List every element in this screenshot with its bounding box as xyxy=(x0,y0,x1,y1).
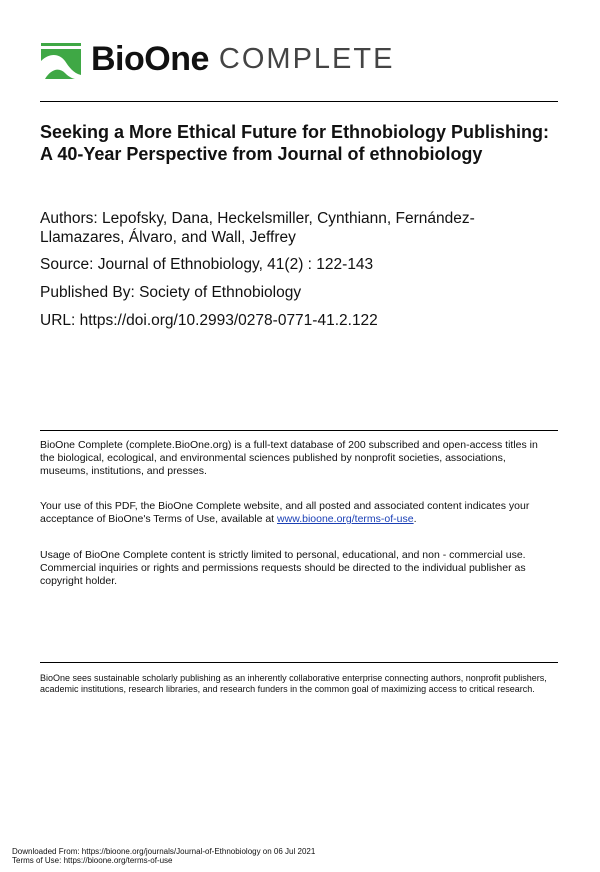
about-paragraph: BioOne Complete (complete.BioOne.org) is a full-text database of 200 subscribed and open-access titles in the biological, ecological, and environmental sciences published by nonprofit societies, associations, museums, institutions, and presses. xyxy=(40,439,538,477)
downloaded-from-line: Downloaded From: https://bioone.org/journals/Journal-of-Ethnobiology on 06 Jul 2021 xyxy=(12,847,316,856)
bioone-logo xyxy=(41,38,394,80)
mission-paragraph: BioOne sees sustainable scholarly publishing as an inherently collaborative enterprise connecting authors, nonprofit publishers, academic institutions, research libraries, and research funders in the common goal of maximizing access to critical research. xyxy=(40,673,547,694)
notice-divider xyxy=(40,430,558,431)
article-title: Seeking a More Ethical Future for Ethnobiology Publishing: A 40-Year Perspective from Journal of ethnobiology xyxy=(40,122,550,164)
article-source: Source: Journal of Ethnobiology, 41(2) : 122-143 xyxy=(40,256,374,273)
article-publisher: Published By: Society of Ethnobiology xyxy=(40,284,302,301)
logo-brand-text: BioOne xyxy=(91,39,209,78)
article-authors: Authors: Lepofsky, Dana, Heckelsmiller, Cynthiann, Fernández-Llamazares, Álvaro, and Wall, Jeffrey xyxy=(40,210,475,246)
bioone-leaf-icon xyxy=(41,39,81,79)
terms-prefix: Your use of this PDF, the BioOne Complete website, and all posted and associated content indicates your acceptance of BioOne's Terms of Use, available at xyxy=(40,500,530,525)
mission-divider xyxy=(40,662,558,663)
terms-paragraph xyxy=(40,500,555,526)
usage-paragraph: Usage of BioOne Complete content is strictly limited to personal, educational, and non - commercial use. Commercial inquiries or rights and permissions requests should be directed to the individual publisher as copyright holder. xyxy=(40,549,526,587)
terms-suffix: . xyxy=(413,513,417,525)
article-url: URL: https://doi.org/10.2993/0278-0771-41.2.122 xyxy=(40,312,378,329)
terms-of-use-line: Terms of Use: https://bioone.org/terms-of-use xyxy=(12,856,173,865)
logo-product-text: COMPLETE xyxy=(218,42,395,75)
terms-of-use-link[interactable]: www.bioone.org/terms-of-use xyxy=(277,513,414,525)
header-divider xyxy=(40,101,558,102)
